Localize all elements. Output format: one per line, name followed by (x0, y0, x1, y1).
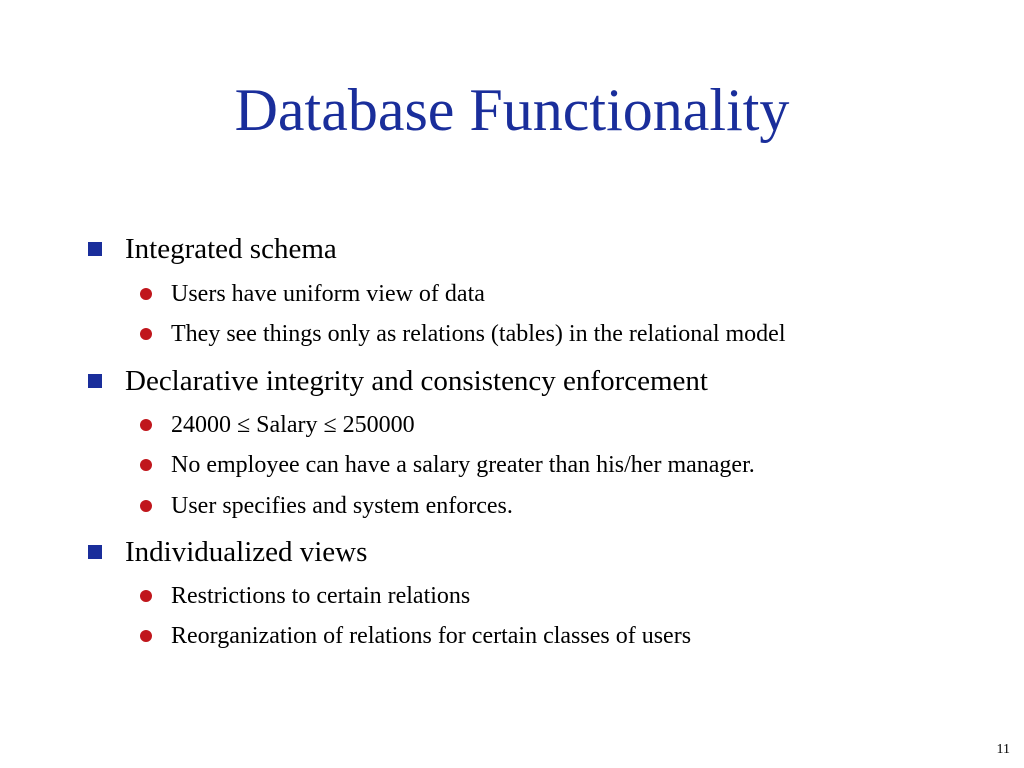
round-bullet-icon (140, 459, 152, 471)
bullet-text: Declarative integrity and consistency enforcement (125, 365, 708, 397)
sub-bullet-text: User specifies and system enforces. (171, 493, 513, 519)
slide-title: Database Functionality (234, 77, 790, 143)
sub-bullet-text: Users have uniform view of data (171, 281, 485, 307)
sub-bullet-text: No employee can have a salary greater than his/her manager. (171, 452, 755, 478)
sub-bullet-text: 24000 ≤ Salary ≤ 250000 (171, 412, 415, 438)
round-bullet-icon (140, 500, 152, 512)
page-number: 11 (996, 742, 1010, 757)
sub-bullet-text: Reorganization of relations for certain classes of users (171, 623, 692, 649)
round-bullet-icon (140, 590, 152, 602)
round-bullet-icon (140, 630, 152, 642)
square-bullet-icon (88, 545, 102, 559)
round-bullet-icon (140, 328, 152, 340)
sub-bullet-text: They see things only as relations (tables) in the relational model (171, 321, 786, 347)
bullet-text: Individualized views (125, 536, 368, 568)
sub-bullet-text: Restrictions to certain relations (171, 583, 471, 609)
round-bullet-icon (140, 419, 152, 431)
square-bullet-icon (88, 242, 102, 256)
round-bullet-icon (140, 288, 152, 300)
bullet-text: Integrated schema (125, 233, 337, 265)
square-bullet-icon (88, 374, 102, 388)
